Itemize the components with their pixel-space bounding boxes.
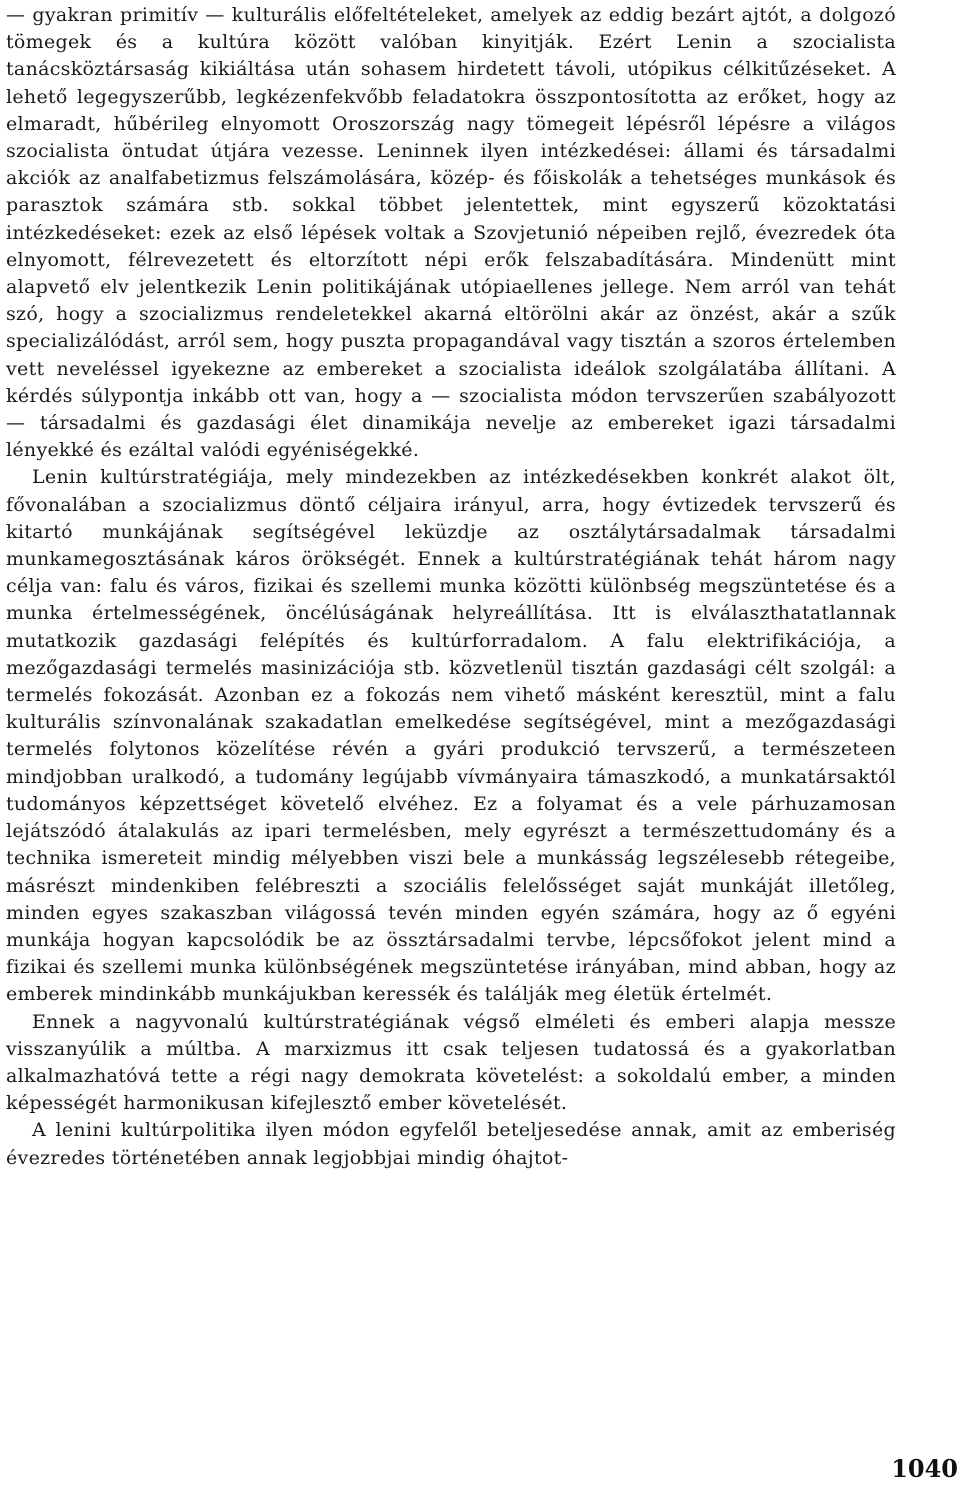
paragraph-1: — gyakran primitív — kulturális előfeltételeket, amelyek az eddig bezárt ajtót, a dolgozó tömegek és a kultúra között valóban kinyitják. Ezért Lenin a szocialista tanácsköztársaság kikiáltása után sohasem hirdetett távoli, utópikus célkitűzéseket. A lehető legegyszerűbb, legkézenfekvőbb feladatokra összpontosította az erőket, hogy az elmaradt, hűbérileg elnyomott Oroszország nagy tömegeit lépésről lépésre a világos szocialista öntudat útjára vezesse. Leninnek ilyen intézkedései: állami és társadalmi akciók az analfabetizmus felszámolására, közép- és főiskolák a tehetséges munkások és parasztok számára stb. sokkal többet jelentettek, mint egyszerű közoktatási intézkedéseket: ezek az első lépések voltak a Szovjetunió népeiben rejlő, évezredek óta elnyomott, félrevezetett és eltorzított népi erők felszabadítására. Mindenütt mint alapvető elv jelentkezik Lenin politikájának utópiaellenes jellege. Nem arról van tehát szó, hogy a szocializmus rendeletekkel akarná eltörölni akár az önzést, akár a szűk specializálódást, arról sem, hogy puszta propagandával vagy tisztán a szoros értelemben vett neveléssel igyekezne az embereket a szocialista ideálok szolgálatába állítani. A kérdés súlypontja inkább ott van, hogy a — szocialista módon tervszerűen szabályozott — társadalmi és gazdasági élet dinamikája nevelje az embereket igazi társadalmi lényekké és ezáltal valódi egyéniségekké. [6,4,896,462]
page-number: 1040 [891,1454,958,1483]
body-text [6,2,896,1172]
paragraph-2: Lenin kultúrstratégiája, mely mindezekben az intézkedésekben konkrét alakot ölt, fővonalában a szocializmus döntő céljaira irányul, arra, hogy évtizedek tervszerű és kitartó munkájának segítségével leküzdje az osztálytársadalmak társadalmi munkamegosztásának káros örökségét. Ennek a kultúrstratégiának tehát három nagy célja van: falu és város, fizikai és szellemi munka közötti különbség megszüntetése és a munka értelmességének, öncélúságának helyreállítása. Itt is elválaszthatatlannak mutatkozik gazdasági felépítés és kultúrforradalom. A falu elektrifikációja, a mezőgazdasági termelés masinizációja stb. közvetlenül tisztán gazdasági célt szolgál: a termelés fokozását. Azonban ez a fokozás nem vihető másként keresztül, mint a falu kulturális színvonalának szakadatlan emelkedése segítségével, mint a mezőgazdasági termelés folytonos közelítése révén a gyári produkció tervszerű, a természeteen mindjobban uralkodó, a tudomány legújabb vívmányaira támaszkodó, a munkatársaktól tudományos képzettséget követelő elvéhez. Ez a folyamat és a vele párhuzamosan lejátszódó átalakulás az ipari termelésben, mely egyrészt a természettudomány és a technika ismereteit mindig mélyebben viszi bele a munkásság legszélesebb rétegeibe, másrészt mindenkiben felébreszti a szociális felelősséget saját munkáját illetőleg, minden egyes szakaszban világossá tevén minden egyén számára, hogy az ő egyéni munkája hogyan kapcsolódik be az össztársadalmi tervbe, lépcsőfokot jelent mind a fizikai és szellemi munka különbségének megszüntetése irányában, mind abban, hogy az emberek mindinkább munkájukban keressék és találják meg életük értelmét. [6,466,896,1006]
paragraph-4: A lenini kultúrpolitika ilyen módon egyfelől beteljesedése annak, amit az emberiség évezredes történetében annak legjobbjai mindig óhajtot- [6,1119,896,1169]
paragraph-3: Ennek a nagyvonalú kultúrstratégiának végső elméleti és emberi alapja messze visszanyúlik a múltba. A marxizmus itt csak teljesen tudatossá és a gyakorlatban alkalmazhatóvá tette a régi nagy demokrata követelést: a sokoldalú ember, a minden képességét harmonikusan kifejlesztő ember követelését. [6,1010,896,1115]
